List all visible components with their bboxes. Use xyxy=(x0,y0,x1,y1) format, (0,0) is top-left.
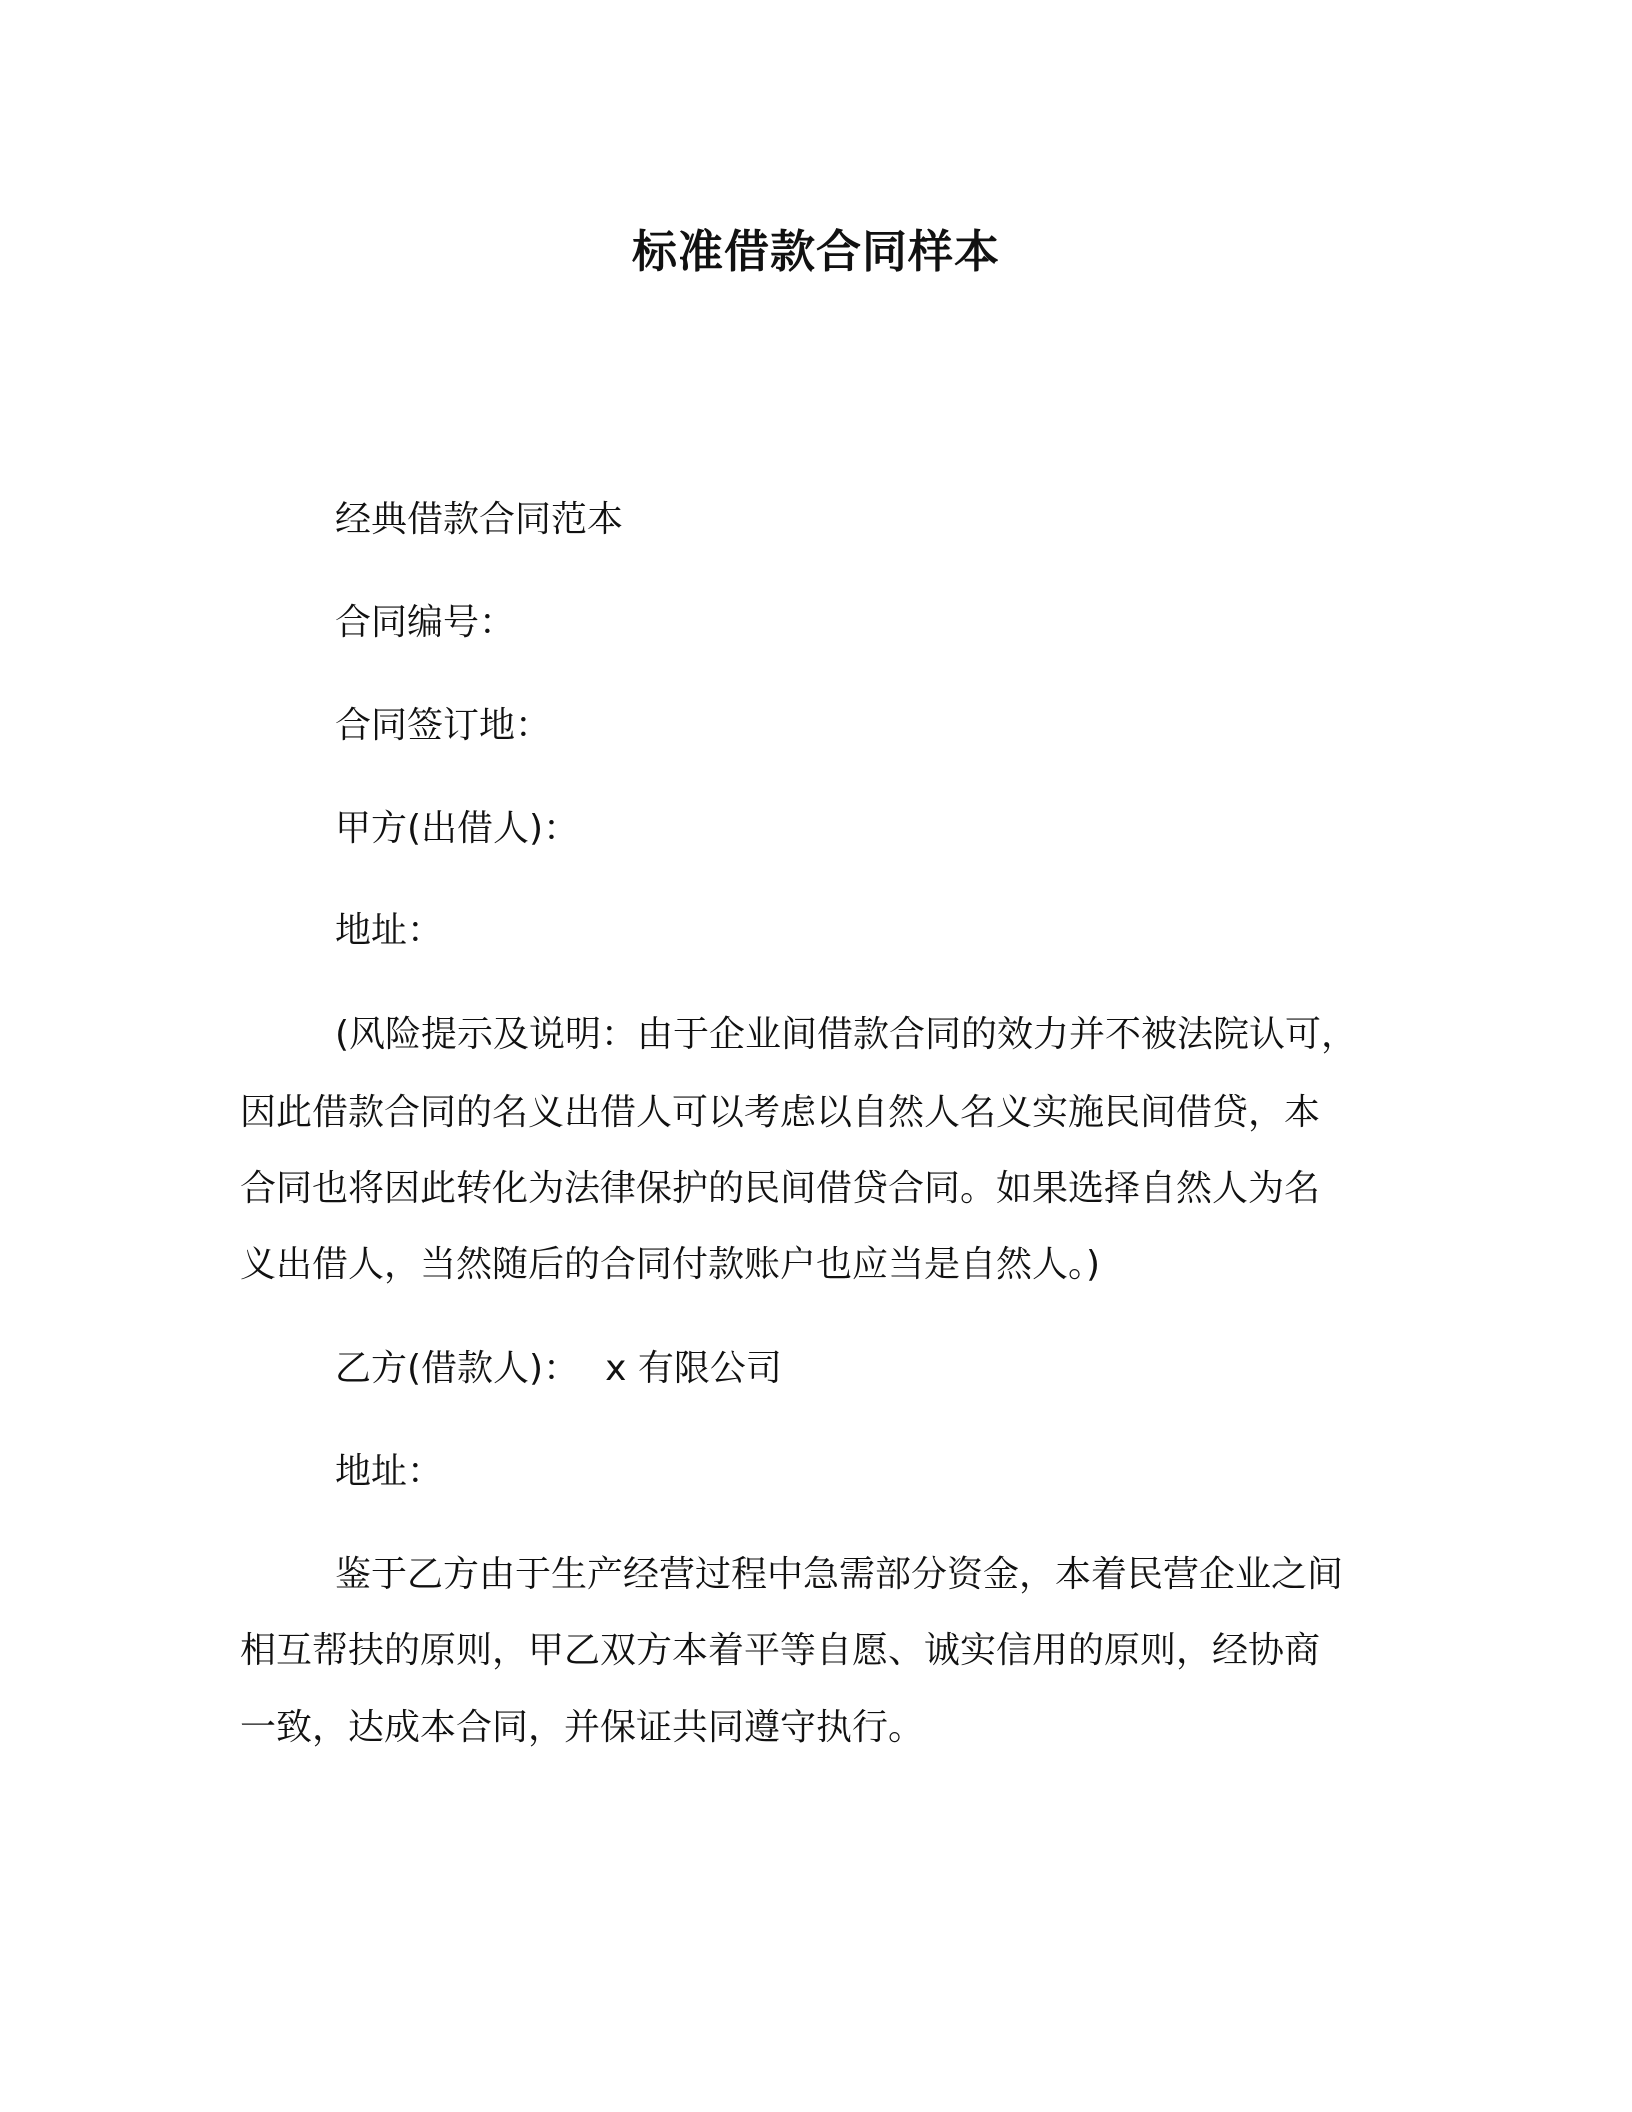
party-b-row xyxy=(335,1344,782,1394)
risk-note-line: 合同也将因此转化为法律保护的民间借贷合同。如果选择自然人为名 xyxy=(240,1168,1321,1209)
party-a-label: 甲方(出借人)： xyxy=(335,808,580,849)
contract-number-label: 合同编号： xyxy=(335,602,516,643)
document-title: 标准借款合同样本 xyxy=(631,225,1000,278)
preamble-line: 一致，达成本合同，并保证共同遵守执行。 xyxy=(240,1707,925,1748)
signing-place-label: 合同签订地： xyxy=(335,705,552,746)
party-a-address-label: 地址： xyxy=(335,910,444,951)
party-b-label: 乙方(借款人)： xyxy=(335,1348,580,1389)
party-b-address-label: 地址： xyxy=(335,1451,444,1492)
risk-note-line: 因此借款合同的名义出借人可以考虑以自然人名义实施民间借贷，本 xyxy=(240,1092,1321,1133)
risk-note-line: 义出借人，当然随后的合同付款账户也应当是自然人。) xyxy=(240,1244,1101,1285)
preamble-line: 鉴于乙方由于生产经营过程中急需部分资金，本着民营企业之间 xyxy=(335,1554,1344,1595)
risk-note-line: (风险提示及说明：由于企业间借款合同的效力并不被法院认可， xyxy=(335,1014,1358,1055)
document-subtitle: 经典借款合同范本 xyxy=(335,499,624,540)
party-b-name: x 有限公司 xyxy=(605,1348,782,1389)
preamble-line: 相互帮扶的原则，甲乙双方本着平等自愿、诚实信用的原则，经协商 xyxy=(240,1630,1321,1671)
